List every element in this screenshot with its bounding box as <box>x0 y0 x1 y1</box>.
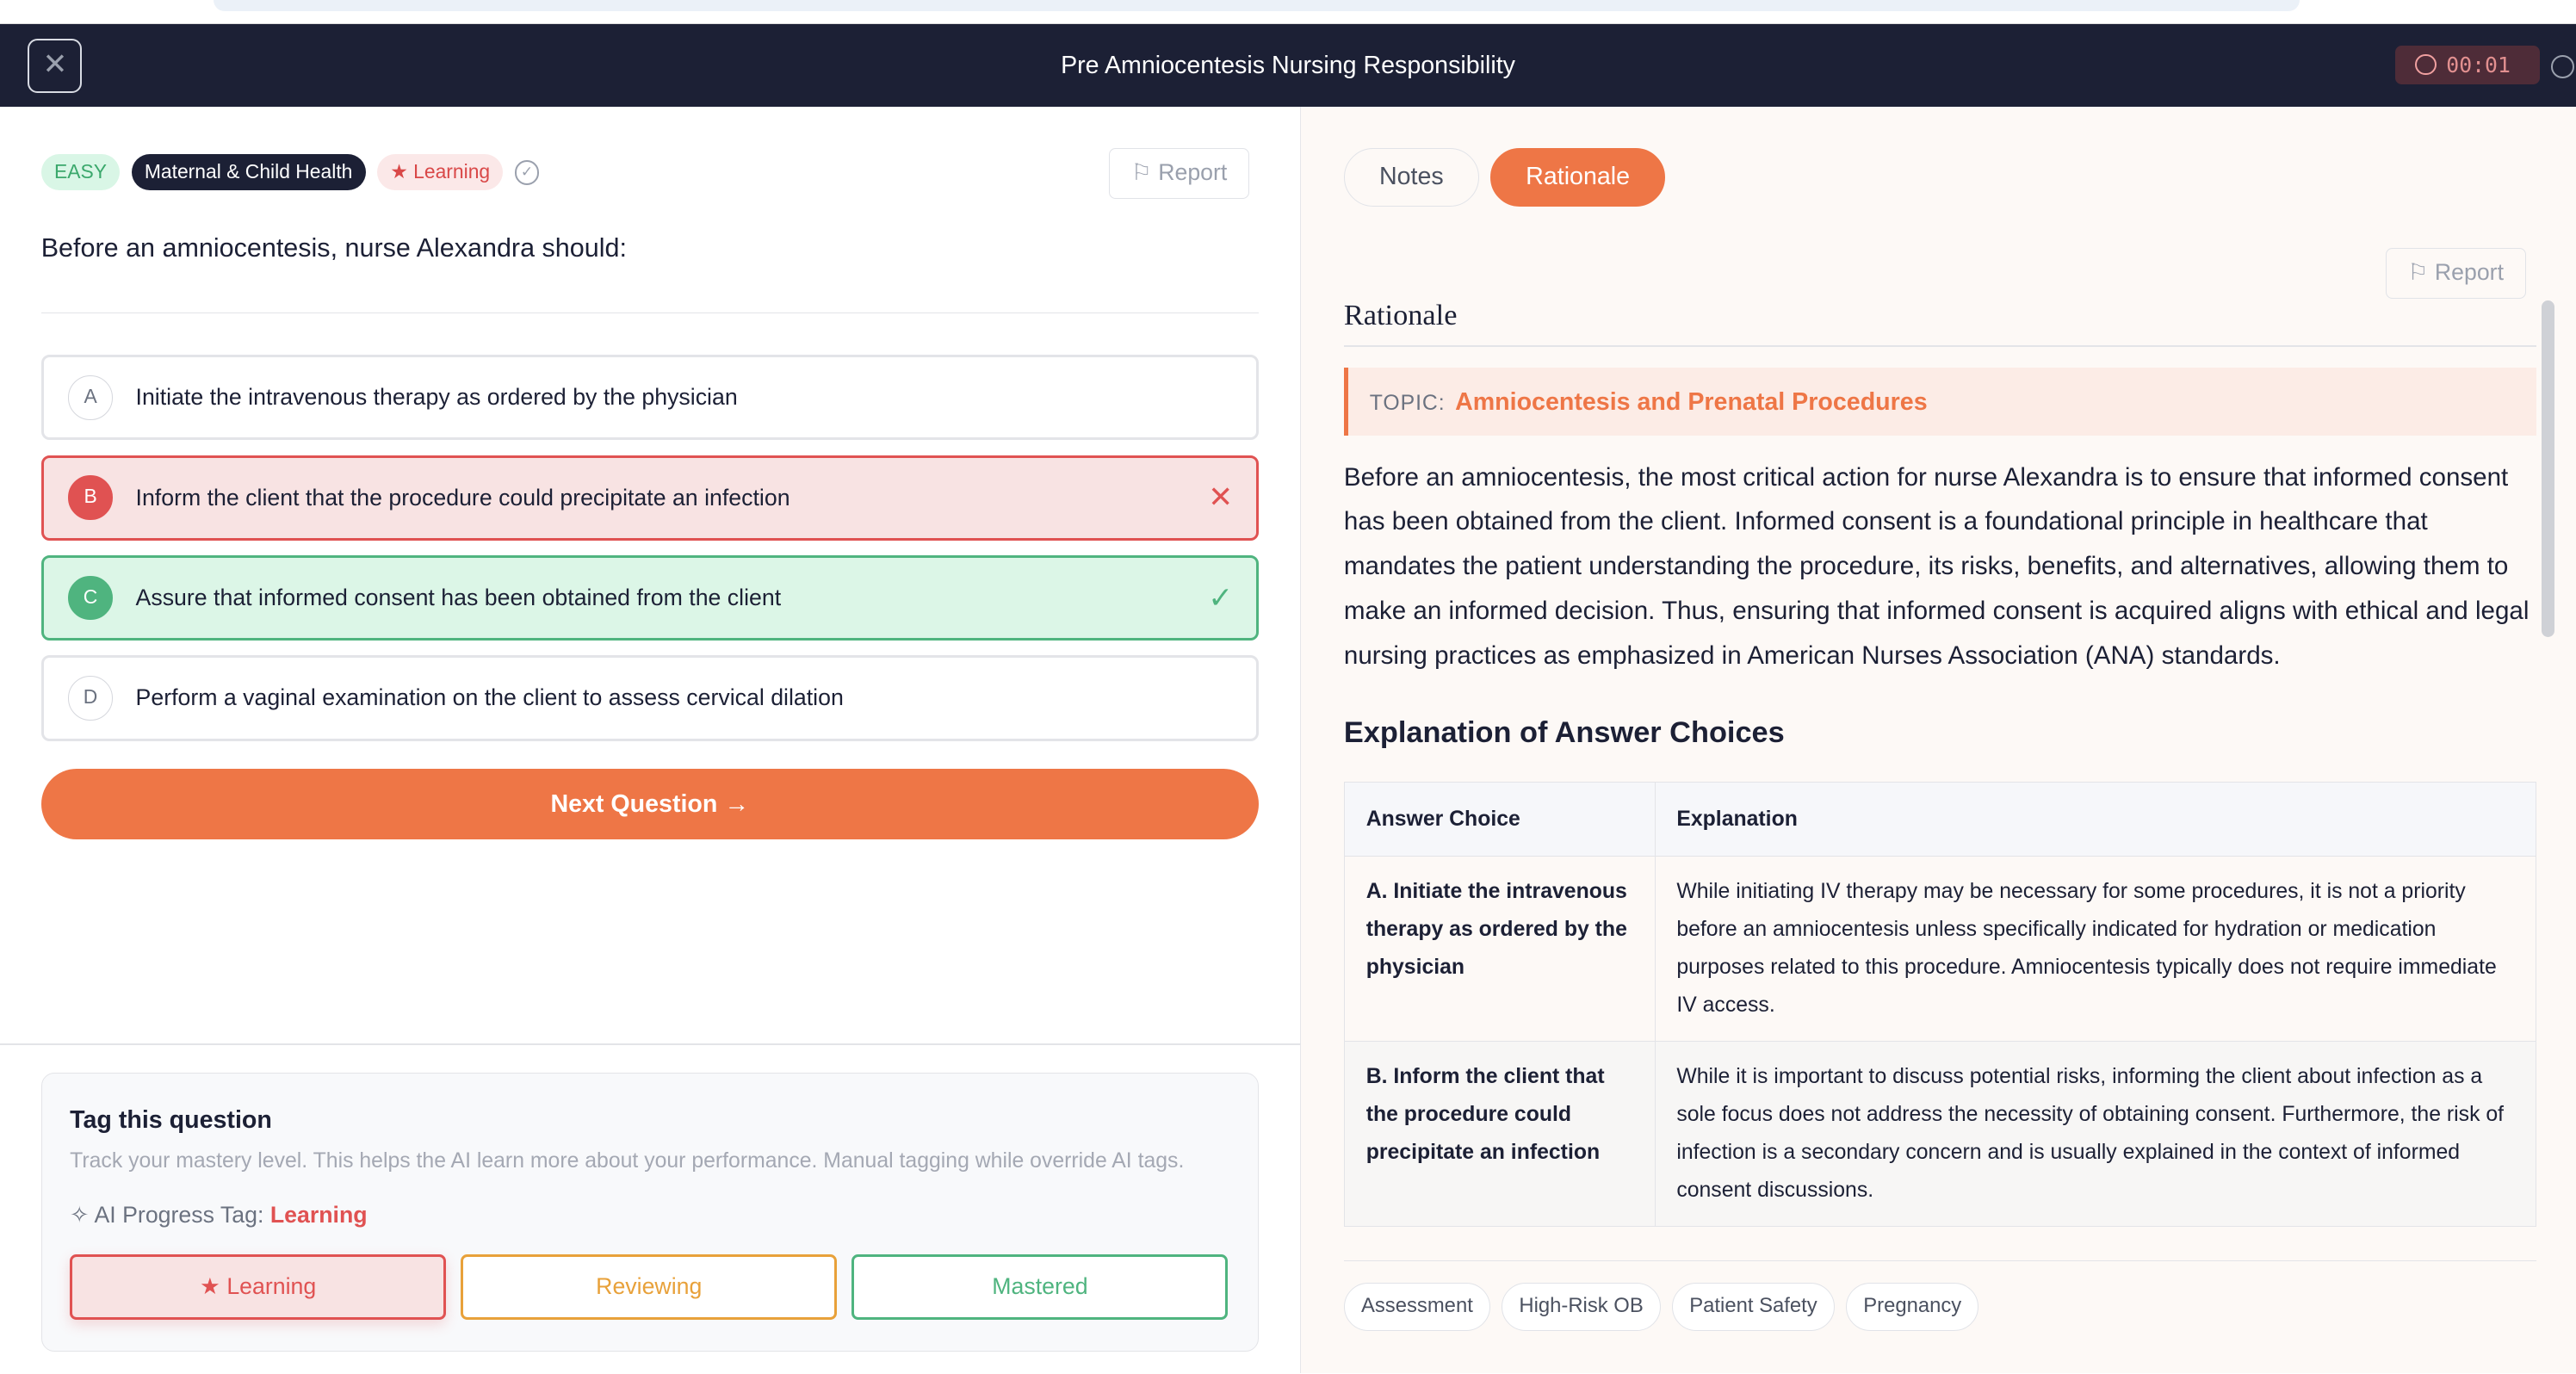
page-title: Pre Amniocentesis Nursing Responsibility <box>1061 52 1515 80</box>
scrollbar[interactable] <box>2542 300 2554 637</box>
divider <box>41 313 1259 314</box>
topic-value: Amniocentesis and Prenatal Procedures <box>1455 388 1928 417</box>
topic-label: TOPIC: <box>1369 392 1446 416</box>
rationale-panel <box>1301 107 2576 1373</box>
next-question-button[interactable]: Next Question → <box>41 769 1259 839</box>
check-icon: ✓ <box>1208 581 1233 615</box>
clock-icon <box>2415 54 2437 76</box>
question-panel <box>0 107 1301 1373</box>
divider <box>0 1043 1301 1045</box>
rationale-report-button[interactable] <box>2386 248 2526 299</box>
category-badge: Maternal & Child Health <box>132 154 366 190</box>
flag-icon: ⚐ <box>1130 158 1159 185</box>
tab-rationale[interactable]: Rationale <box>1490 148 1665 207</box>
explanation-table <box>1344 782 2536 1226</box>
learning-badge-label: Learning <box>413 160 491 183</box>
star-icon: ★ <box>390 160 414 183</box>
ai-tag-value: Learning <box>269 1201 368 1228</box>
report-label: Report <box>1158 158 1228 185</box>
explanation-heading: Explanation of Answer Choices <box>1343 715 1785 749</box>
report-button[interactable] <box>1109 148 1249 199</box>
browser-address-bar <box>214 0 2300 11</box>
learning-badge <box>377 154 503 190</box>
option-b[interactable] <box>41 455 1259 541</box>
option-letter: B <box>68 475 113 520</box>
report-label: Report <box>2434 259 2504 286</box>
reviewing-button[interactable]: Reviewing <box>461 1254 837 1320</box>
option-letter: D <box>68 676 113 721</box>
table-row <box>1344 1041 2536 1226</box>
question-text: Before an amniocentesis, nurse Alexandra should: <box>40 232 627 263</box>
option-c[interactable] <box>41 555 1259 641</box>
option-d[interactable] <box>41 655 1259 740</box>
check-circle-icon[interactable]: ✓ <box>515 160 540 185</box>
x-icon: ✕ <box>1208 481 1233 515</box>
ai-progress-tag <box>70 1202 367 1229</box>
rationale-heading: Rationale <box>1343 299 1458 332</box>
explanation-cell: While initiating IV therapy may be necessary for some procedures, it is not a priority before an amniocentesis unless specifically indicated for hydration or medication purposes related to this procedure. Amniocentesis typically does not require immediate IV access. <box>1655 857 2536 1042</box>
close-icon: ✕ <box>42 47 68 81</box>
mastered-button[interactable]: Mastered <box>851 1254 1228 1320</box>
answer-choice-cell: B. Inform the client that the procedure could precipitate an infection <box>1344 1041 1655 1226</box>
topic-tag[interactable]: High-Risk OB <box>1502 1283 1661 1330</box>
divider <box>1344 1260 2536 1262</box>
timer-value: 00:01 <box>2446 52 2511 77</box>
option-letter: A <box>68 375 113 420</box>
topic-banner <box>1344 368 2536 435</box>
info-icon[interactable] <box>2551 55 2574 78</box>
option-text: Inform the client that the procedure could precipitate an infection <box>135 484 790 511</box>
sparkle-icon: ✧ <box>70 1201 95 1228</box>
table-header-row <box>1344 783 2536 857</box>
option-letter: C <box>68 576 113 621</box>
timer <box>2395 46 2540 85</box>
option-text: Assure that informed consent has been obtained from the client <box>135 585 782 611</box>
difficulty-badge: EASY <box>41 154 121 190</box>
rationale-body: Before an amniocentesis, the most critical action for nurse Alexandra is to ensure that informed consent has been obtained from the client. Informed consent is a foundational principle in healthcare that mandates the patient understanding the procedure, its risks, benefits, and alternatives, allowing them to make an informed decision. Thus, ensuring that informed consent is acquired aligns with ethical and legal nursing practices as emphasized in American Nurses Association (ANA) standards. <box>1343 462 2530 671</box>
topic-tag[interactable]: Patient Safety <box>1672 1283 1835 1330</box>
ai-tag-label: AI Progress Tag: <box>94 1201 264 1228</box>
explanation-cell: While it is important to discuss potential risks, informing the client about infection as a sole focus does not address the necessity of obtaining consent. Furthermore, the risk of infection is a secondary concern and is usually explained in the context of informed consent discussions. <box>1655 1041 2536 1226</box>
column-header: Explanation <box>1655 783 2536 857</box>
divider <box>1344 345 2536 347</box>
topic-tag[interactable]: Assessment <box>1344 1283 1490 1330</box>
tag-question-card <box>41 1073 1259 1352</box>
option-text: Perform a vaginal examination on the client to assess cervical dilation <box>135 684 844 711</box>
table-row <box>1344 857 2536 1042</box>
column-header: Answer Choice <box>1344 783 1655 857</box>
option-a[interactable] <box>41 355 1259 440</box>
topic-tag[interactable]: Pregnancy <box>1846 1283 1978 1330</box>
flag-icon: ⚐ <box>2407 259 2435 286</box>
tag-title: Tag this question <box>70 1106 272 1135</box>
tag-description: Track your mastery level. This helps the AI learn more about your performance. Manual tagging while override AI tags. <box>70 1148 1185 1173</box>
tab-notes[interactable]: Notes <box>1344 148 1479 207</box>
learning-label: Learning <box>226 1272 317 1299</box>
option-text: Initiate the intravenous therapy as ordered by the physician <box>135 384 738 411</box>
star-icon: ★ <box>199 1272 227 1299</box>
learning-button[interactable] <box>70 1254 446 1320</box>
answer-choice-cell: A. Initiate the intravenous therapy as ordered by the physician <box>1344 857 1655 1042</box>
top-bar <box>0 23 2576 107</box>
